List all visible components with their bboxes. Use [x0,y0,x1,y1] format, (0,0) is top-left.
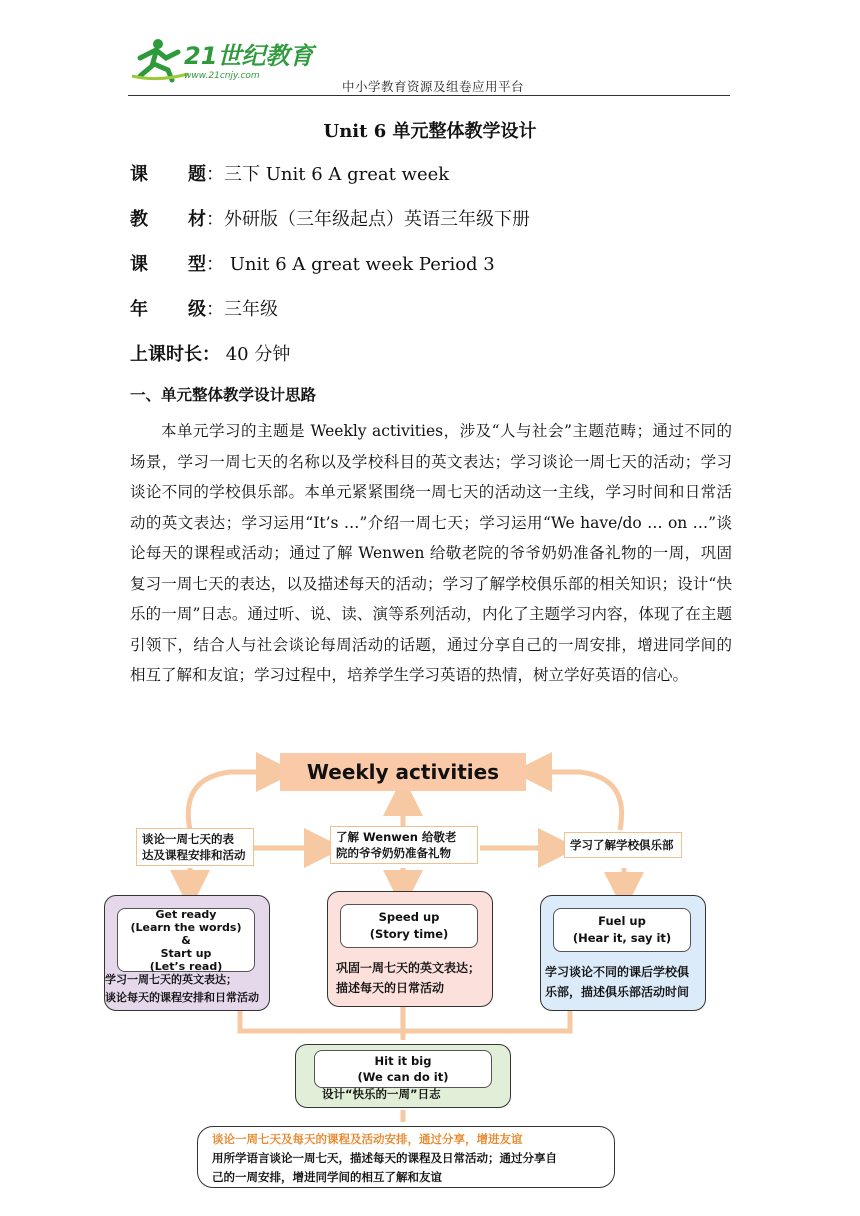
logo-url: www.21cnjy.com [184,71,260,81]
stage-box-hit-it-big-desc: 设计“快乐的一周”日志 [322,1087,441,1101]
stage-box-get-ready-desc: 学习一周七天的英文表达； 谈论每天的课程安排和日常活动 [105,973,259,1004]
stage-box-fuel-up-title: Fuel up (Hear it, say it) [553,908,691,952]
document-title: Unit 6 单元整体教学设计 [323,121,537,142]
unit-summary-box [197,1126,615,1188]
info-row-topic: 课 题：三下 Unit 6 A great week [130,164,450,185]
stage-box-speed-up-desc: 巩固一周七天的英文表达； 描述每天的日常活动 [336,961,481,995]
stage-box-get-ready-title: Get ready (Learn the words) & Start up (Let’s read) [117,908,255,972]
label-right: 学习了解学校俱乐部 [564,832,682,858]
summary-line-2: 己的一周安排，增进同学间的相互了解和友谊 [212,1170,442,1184]
section-heading: 一、单元整体教学设计思路 [130,385,317,404]
label-middle: 了解 Wenwen 给敬老 院的爷爷奶奶准备礼物 [330,826,478,864]
header-divider [128,95,730,96]
label-left: 谈论一周七天的表 达及课程安排和活动 [136,828,254,866]
summary-goal: 谈论一周七天及每天的课程及活动安排，通过分享，增进友谊 [212,1132,523,1146]
stage-box-speed-up-title: Speed up (Story time) [340,904,478,948]
stage-box-hit-it-big-title: Hit it big (We can do it) [314,1050,492,1088]
stage-box-hit-it-big [295,1044,511,1108]
logo-text: 21世纪教育 [184,42,314,70]
info-row-grade: 年 级：三年级 [130,299,278,320]
design-paragraph: 本单元学习的主题是 Weekly activities，涉及“人与社会”主题范畴；通过不同的场景，学习一周七天的名称以及学校科目的英文表达；学习谈论一周七天的活动；学习谈论不同的学校俱乐部。本单元紧紧围绕一周七天的活动这一主线，学习时间和日常活动的英文表达；学习运用“It’s …”介绍一周七天；学习运用“We have/do … on …”谈论每天的课程或活动；通过了解 Wenwen 给敬老院的爷爷奶奶准备礼物的一周，巩固复习一周七天的表达，以及描述每天的活动；学习了解学校俱乐部的相关知识；设计“快乐的一周”日志。通过听、说、读、演等系列活动，内化了主题学习内容，体现了在主题引领下，结合人与社会谈论每周活动的话题，通过分享自己的一周安排，增进同学间的相互了解和友谊；学习过程中，培养学生学习英语的热情，树立学好英语的信心。 [130,422,732,684]
stage-box-speed-up [327,891,493,1007]
header-subtitle: 中小学教育资源及组卷应用平台 [342,79,525,94]
stage-box-fuel-up-desc: 学习谈论不同的课后学校俱 乐部，描述俱乐部活动时间 [545,965,690,999]
info-row-textbook: 教 材：外研版（三年级起点）英语三年级下册 [130,209,530,230]
info-row-lesson-type: 课 型： Unit 6 A great week Period 3 [130,254,495,275]
summary-line-1: 用所学语言谈论一周七天，描述每天的课程及日常活动；通过分享自 [212,1151,557,1165]
stage-box-fuel-up [540,895,706,1011]
info-row-duration: 上课时长： 40 分钟 [130,344,291,365]
runner-logo-icon [132,39,188,80]
unit-diagram [100,748,720,1193]
diagram-title: Weekly activities [280,753,526,791]
stage-box-get-ready [104,895,270,1011]
site-logo [128,36,314,82]
